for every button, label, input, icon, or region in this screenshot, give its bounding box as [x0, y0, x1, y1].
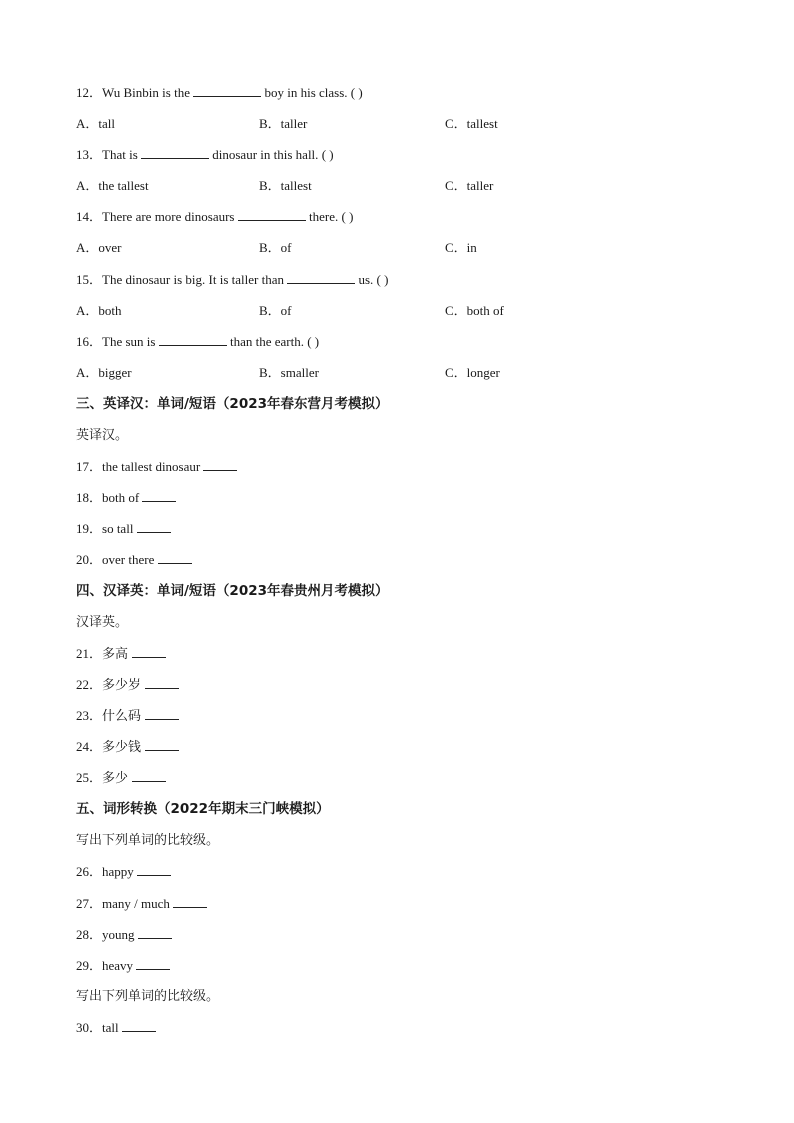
- question-text-after: there.: [305, 209, 339, 224]
- item-text: over there: [102, 552, 158, 567]
- item-18: [76, 490, 176, 506]
- item-text: happy: [102, 864, 138, 879]
- answer-blank[interactable]: [238, 209, 306, 221]
- option-label: B．: [259, 303, 281, 318]
- option-label: A．: [76, 303, 99, 318]
- answer-paren[interactable]: ( ): [376, 272, 389, 287]
- option-c[interactable]: [445, 116, 498, 132]
- section-4-instruction: 汉译英。: [76, 615, 129, 630]
- item-20: [76, 552, 192, 568]
- item-number: 20．: [76, 552, 103, 567]
- option-c[interactable]: [445, 240, 477, 256]
- item-number: 28．: [76, 927, 103, 942]
- question-text-before: That is: [102, 147, 142, 162]
- item-17: [76, 459, 237, 475]
- item-23: [76, 708, 179, 725]
- question-16: [76, 334, 319, 350]
- item-text: the tallest dinosaur: [102, 459, 204, 474]
- answer-blank[interactable]: [287, 272, 355, 284]
- option-b[interactable]: [259, 303, 292, 319]
- option-b[interactable]: [259, 178, 312, 194]
- item-text: tall: [102, 1020, 122, 1035]
- item-number: 24．: [76, 739, 103, 754]
- question-text-before: Wu Binbin is the: [102, 85, 194, 100]
- answer-paren[interactable]: ( ): [350, 85, 363, 100]
- option-label: C．: [445, 178, 467, 193]
- option-label: A．: [76, 116, 99, 131]
- option-text: taller: [466, 178, 494, 193]
- option-b[interactable]: [259, 240, 292, 256]
- item-text: both of: [102, 490, 143, 505]
- answer-blank[interactable]: [141, 147, 209, 159]
- option-c[interactable]: [445, 365, 500, 381]
- item-text: 多少钱: [102, 740, 146, 755]
- section-5-instruction: 写出下列单词的比较级。: [76, 833, 220, 848]
- item-number: 21．: [76, 646, 103, 661]
- question-number: 13．: [76, 147, 103, 162]
- item-22: [76, 677, 179, 694]
- question-text-after: us.: [355, 272, 374, 287]
- question-text-before: The sun is: [102, 334, 159, 349]
- option-c[interactable]: [445, 303, 504, 319]
- question-12: [76, 85, 363, 101]
- item-number: 29．: [76, 958, 103, 973]
- item-24: [76, 739, 179, 756]
- item-text: young: [102, 927, 138, 942]
- answer-blank[interactable]: [137, 521, 171, 533]
- answer-paren[interactable]: ( ): [321, 147, 334, 162]
- option-text: smaller: [280, 365, 319, 380]
- option-b[interactable]: [259, 365, 319, 381]
- question-number: 14．: [76, 209, 103, 224]
- answer-blank[interactable]: [136, 958, 170, 970]
- option-text: tall: [98, 116, 115, 131]
- option-text: tallest: [280, 178, 312, 193]
- option-label: A．: [76, 365, 99, 380]
- item-number: 26．: [76, 864, 103, 879]
- option-label: C．: [445, 240, 467, 255]
- answer-blank[interactable]: [145, 677, 179, 689]
- option-text: both: [98, 303, 122, 318]
- item-28: [76, 927, 172, 943]
- answer-blank[interactable]: [158, 552, 192, 564]
- option-label: C．: [445, 116, 467, 131]
- question-text-before: The dinosaur is big. It is taller than: [102, 272, 288, 287]
- question-text-after: than the earth.: [226, 334, 304, 349]
- option-label: B．: [259, 178, 281, 193]
- item-text: 多高: [102, 647, 133, 662]
- option-label: B．: [259, 365, 281, 380]
- item-text: 什么码: [102, 709, 146, 724]
- option-label: A．: [76, 178, 99, 193]
- option-a[interactable]: [76, 116, 115, 132]
- option-label: C．: [445, 303, 467, 318]
- item-number: 22．: [76, 677, 103, 692]
- option-text: taller: [280, 116, 308, 131]
- question-text-after: dinosaur in this hall.: [209, 147, 319, 162]
- question-15: [76, 272, 388, 288]
- answer-blank[interactable]: [122, 1020, 156, 1032]
- item-number: 27．: [76, 896, 103, 911]
- section-3-heading: 三、英译汉：单词/短语（2023年春东营月考模拟）: [76, 396, 389, 412]
- answer-blank[interactable]: [173, 896, 207, 908]
- option-text: over: [98, 240, 122, 255]
- answer-blank[interactable]: [145, 708, 179, 720]
- question-number: 16．: [76, 334, 103, 349]
- option-text: the tallest: [98, 178, 149, 193]
- option-text: in: [466, 240, 477, 255]
- answer-blank[interactable]: [142, 490, 176, 502]
- option-text: of: [280, 303, 292, 318]
- answer-blank[interactable]: [145, 739, 179, 751]
- item-30: [76, 1020, 156, 1036]
- section-4-heading: 四、汉译英：单词/短语（2023年春贵州月考模拟）: [76, 583, 389, 599]
- item-number: 25．: [76, 770, 103, 785]
- item-number: 17．: [76, 459, 103, 474]
- question-text-before: There are more dinosaurs: [102, 209, 238, 224]
- item-text: many / much: [102, 896, 174, 911]
- item-number: 23．: [76, 708, 103, 723]
- item-number: 30．: [76, 1020, 103, 1035]
- option-text: of: [280, 240, 292, 255]
- item-19: [76, 521, 171, 537]
- answer-blank[interactable]: [159, 334, 227, 346]
- answer-blank[interactable]: [138, 927, 172, 939]
- option-label: C．: [445, 365, 467, 380]
- item-text: 多少岁: [102, 678, 146, 693]
- option-label: B．: [259, 240, 281, 255]
- answer-blank[interactable]: [137, 864, 171, 876]
- answer-blank[interactable]: [132, 770, 166, 782]
- option-text: bigger: [98, 365, 132, 380]
- option-label: A．: [76, 240, 99, 255]
- option-label: B．: [259, 116, 281, 131]
- option-a[interactable]: [76, 240, 122, 256]
- item-21: [76, 646, 166, 663]
- option-c[interactable]: [445, 178, 493, 194]
- option-text: longer: [466, 365, 500, 380]
- question-number: 15．: [76, 272, 103, 287]
- question-text-after: boy in his class.: [261, 85, 348, 100]
- question-14: [76, 209, 353, 225]
- section-3-instruction: 英译汉。: [76, 428, 129, 443]
- question-number: 12．: [76, 85, 103, 100]
- section-5-instruction-2: 写出下列单词的比较级。: [76, 989, 220, 1004]
- item-number: 19．: [76, 521, 103, 536]
- item-number: 18．: [76, 490, 103, 505]
- item-text: heavy: [102, 958, 137, 973]
- item-text: so tall: [102, 521, 137, 536]
- section-5-heading: 五、词形转换（2022年期末三门峡模拟）: [76, 801, 330, 817]
- item-25: [76, 770, 166, 787]
- option-b[interactable]: [259, 116, 307, 132]
- question-13: [76, 147, 334, 163]
- item-27: [76, 896, 207, 912]
- option-a[interactable]: [76, 365, 132, 381]
- option-a[interactable]: [76, 303, 122, 319]
- answer-blank[interactable]: [203, 459, 237, 471]
- item-29: [76, 958, 170, 974]
- answer-paren[interactable]: ( ): [341, 209, 354, 224]
- item-26: [76, 864, 171, 880]
- item-text: 多少: [102, 771, 133, 786]
- option-text: tallest: [466, 116, 498, 131]
- answer-paren[interactable]: ( ): [307, 334, 320, 349]
- option-text: both of: [466, 303, 504, 318]
- answer-blank[interactable]: [132, 646, 166, 658]
- option-a[interactable]: [76, 178, 149, 194]
- answer-blank[interactable]: [193, 85, 261, 97]
